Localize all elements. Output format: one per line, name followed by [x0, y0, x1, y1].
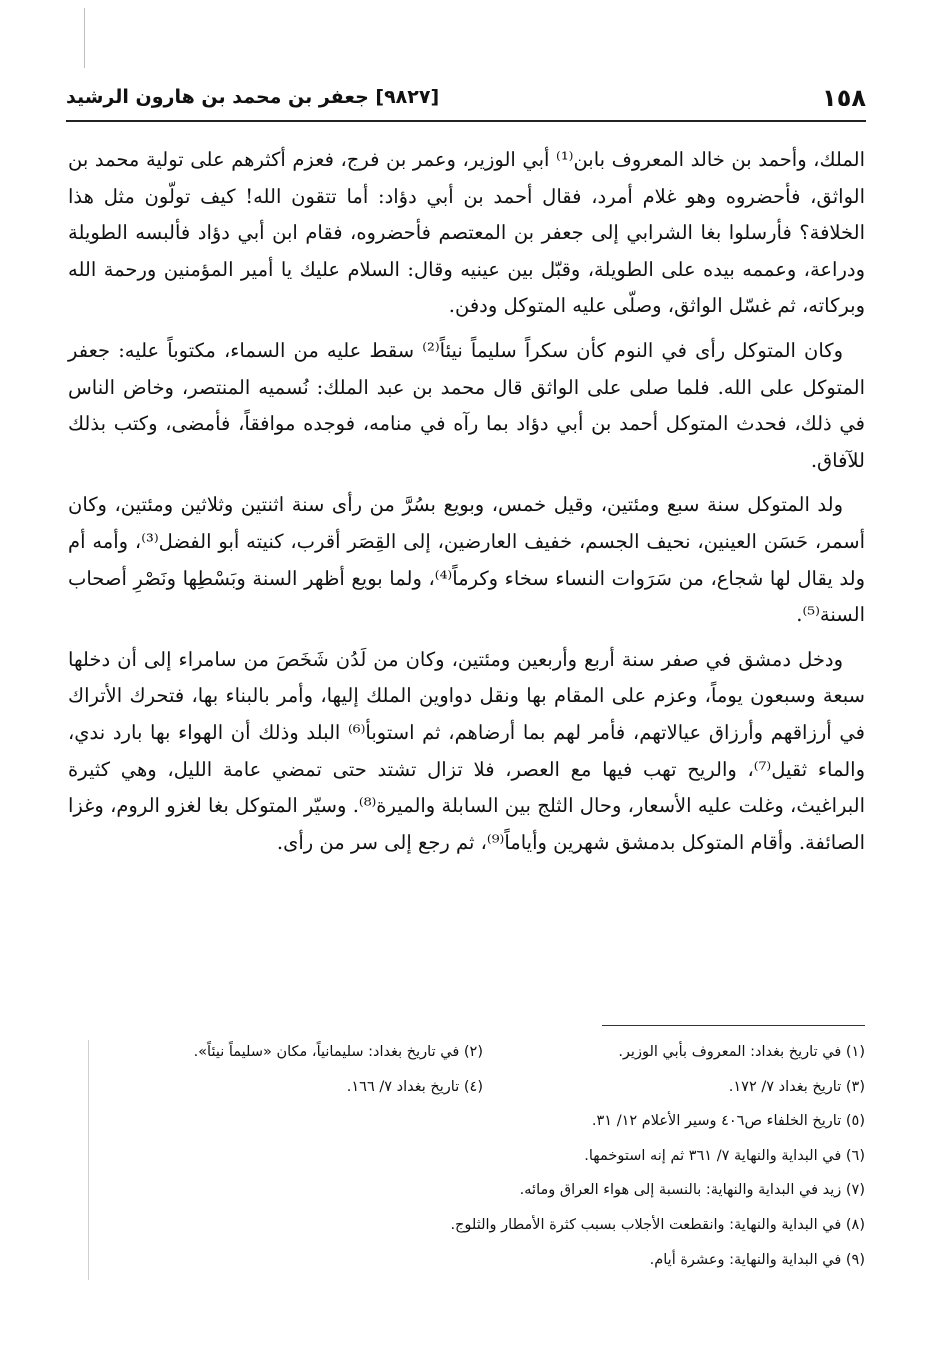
- footnote-separator: [602, 1025, 865, 1026]
- page-number: ١٥٨: [822, 84, 866, 112]
- footnote-item: (٧) زيد في البداية والنهاية: بالنسبة إلى هواء العراق ومائه.: [519, 1182, 865, 1199]
- footnote-item: (٤) تاريخ بغداد ٧/ ١٦٦.: [346, 1078, 483, 1095]
- footnote-item: (٨) في البداية والنهاية: وانقطعت الأجلاب بسبب كثرة الأمطار والثلوج.: [450, 1216, 865, 1233]
- footnote-item: (١) في تاريخ بغداد: المعروف بأبي الوزير.: [618, 1044, 865, 1060]
- gutter-line-margin: [88, 1040, 89, 1280]
- header-rule: [66, 120, 866, 122]
- footnotes: [100, 1035, 865, 1277]
- footnote-item: (٩) في البداية والنهاية: وعشرة أيام.: [649, 1251, 865, 1268]
- paragraph: وكان المتوكل رأى في النوم كأن سكراً سليماً نيئاً⁽²⁾ سقط عليه من السماء، مكتوباً عليه: جعفر المتوكل على الله. فلما صلى على الواثق قال محمد بن عبد الملك: نُسميه المنتصر، وخاض الناس في ذلك، فحدث المتوكل أحمد بن أبي دؤاد بما رآه في منامه، فوجده موافقاً، فأمضى، وكتب بذلك للآفاق.: [68, 338, 865, 472]
- footnote-row: [100, 1070, 865, 1105]
- main-text: [68, 142, 865, 869]
- paragraph: ودخل دمشق في صفر سنة أربع وأربعين ومئتين، وكان من لَدُن شَخَصَ من سامراء إلى أن دخلها سبعة وسبعون يوماً، وعزم على المقام بها ونقل دواوين الملك إليها، وأمر بالبناء بها، فتحرك الأتراك في أرزاقهم وأرزاق عيالاتهم، فأمر لهم بما أرضاهم، ثم استوبأ⁽⁶⁾ البلد وذلك أن الهواء بها بارد ندي، والماء ثقيل⁽⁷⁾، والريح تهب فيها مع العصر، فلا تزال تشتد حتى تمضي عامة الليل، وهي كثيرة البراغيث، وغلت عليه الأسعار، وحال الثلج بين السابلة والميرة⁽⁸⁾. وسيّر المتوكل بغا لغزو الروم، وغزا الصائفة. وأقام المتوكل بدمشق شهرين وأياماً⁽⁹⁾، ثم رجع إلى سر من رأى.: [68, 647, 866, 854]
- running-title: [٩٨٢٧] جعفر بن محمد بن هارون الرشيد: [66, 86, 440, 108]
- footnote-item: (٦) في البداية والنهاية ٧/ ٣٦١ ثم إنه استوخمها.: [584, 1147, 865, 1164]
- footnote-item: (٣) تاريخ بغداد ٧/ ١٧٢.: [728, 1078, 865, 1095]
- footnote-item: (٥) تاريخ الخلفاء ص٤٠٦ وسير الأعلام ١٢/ ٣١.: [591, 1113, 865, 1130]
- page-header: [66, 78, 866, 122]
- footnote-row: [100, 1035, 865, 1070]
- footnote-item: (٢) في تاريخ بغداد: سليمانياً، مكان «سليماً نيئاً».: [193, 1044, 483, 1060]
- paragraph: ولد المتوكل سنة سبع ومئتين، وقيل خمس، وبويع بسُرَّ من رأى سنة اثنتين وثلاثين ومئتين، وكان أسمر، حَسَن العينين، نحيف الجسم، خفيف العارضين، إلى القِصَر أقرب، كنيته أبو الفضل⁽³⁾، وأمه أم ولد يقال لها شجاع، من سَرَوات النساء سخاء وكرماً⁽⁴⁾، ولما بويع أظهر السنة وبَسْطِها ونَصْرِ أصحاب السنة⁽⁵⁾.: [68, 493, 865, 627]
- paragraph: الملك، وأحمد بن خالد المعروف بابن⁽¹⁾ أبي الوزير، وعمر بن فرج، فعزم أكثرهم على تولية محمد بن الواثق، فأحضروه وهو غلام أمرد، فقال أحمد بن أبي دؤاد: أما تتقون الله! كيف تولّون مثل هذا الخلافة؟ فأرسلوا بغا الشرابي إلى جعفر بن المعتصم فأحضروه، فقام ابن أبي دؤاد فألبسه الطويلة ودراعة، وعممه بيده على الطويلة، وقبّل بين عينيه وقال: السلام عليك يا أمير المؤمنين ورحمة الله وبركاته، ثم غسّل الواثق، وصلّى عليه المتوكل ودفن.: [68, 148, 866, 318]
- gutter-line-top: [84, 8, 85, 68]
